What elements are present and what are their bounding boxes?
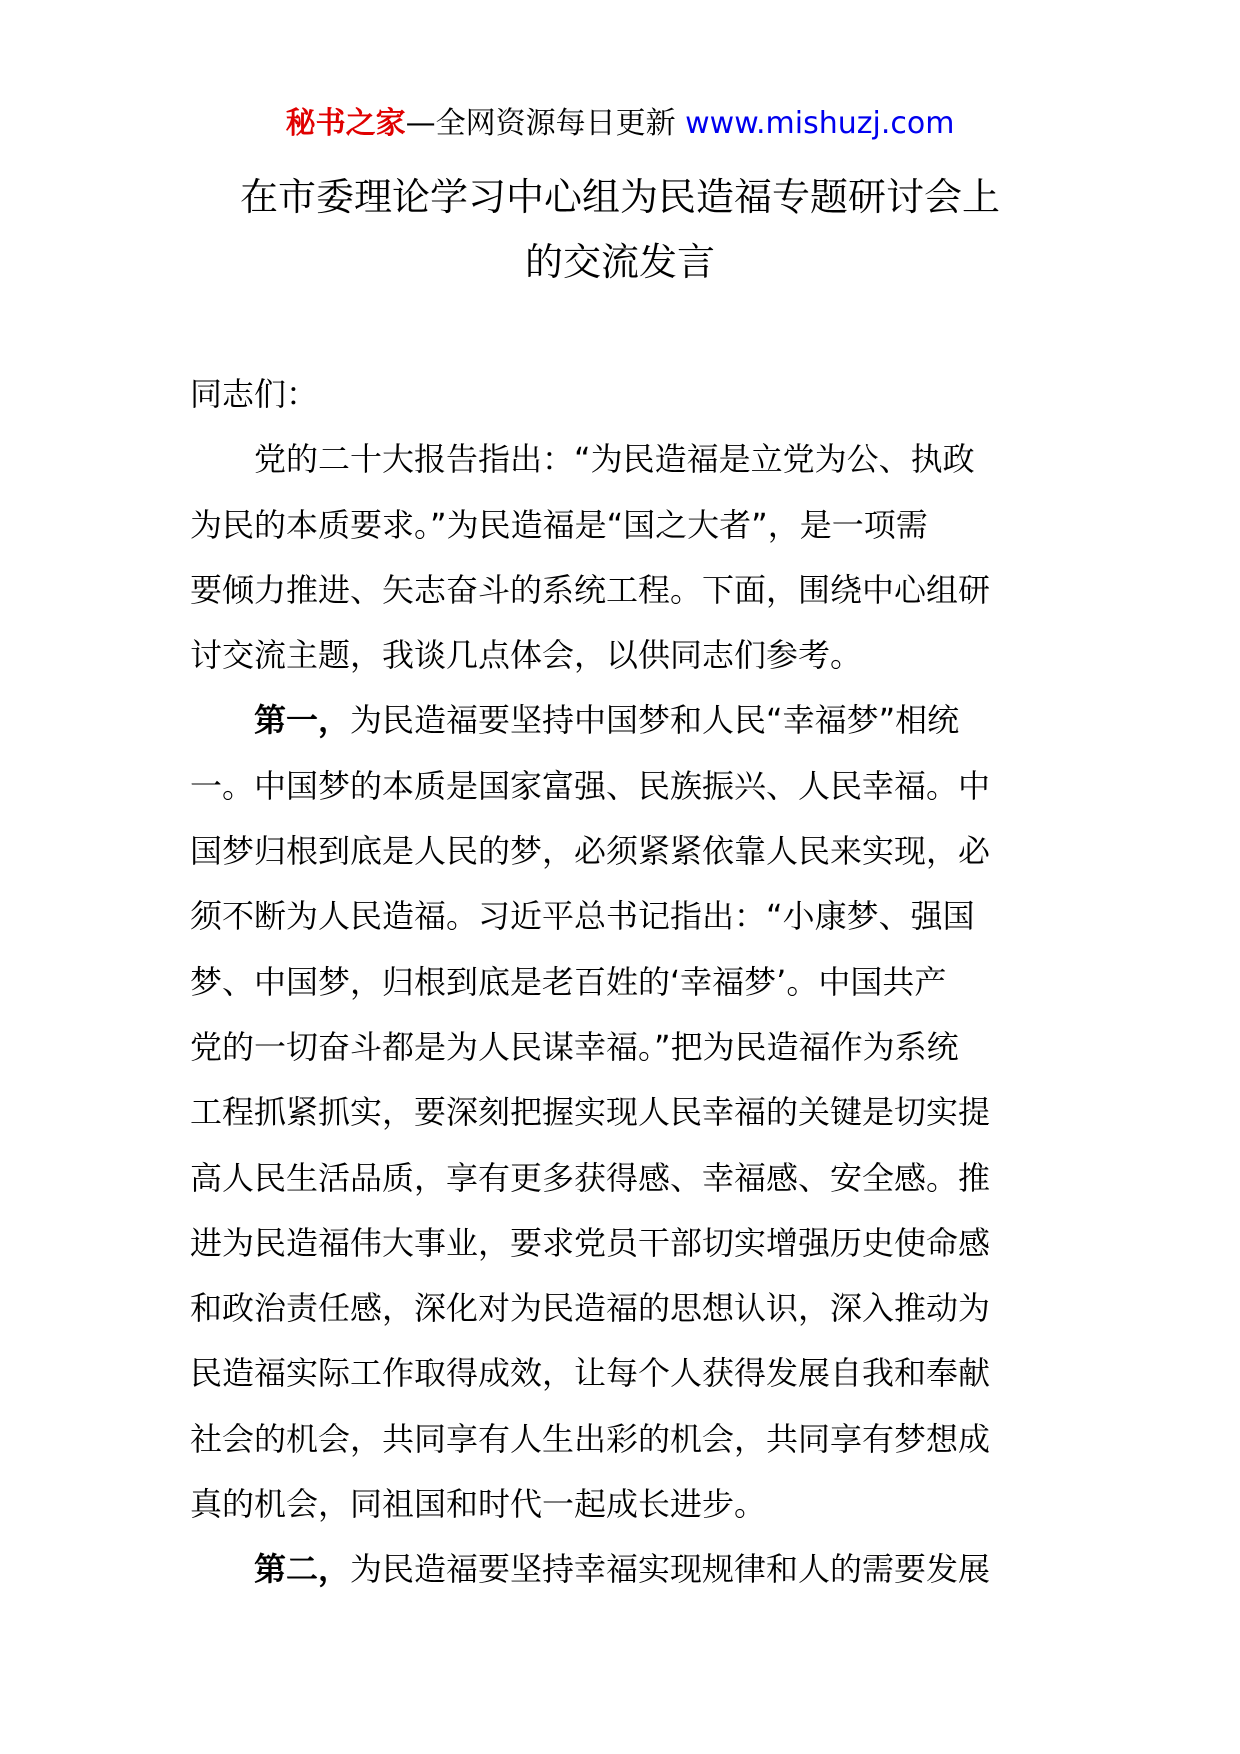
paragraph-line: 真的机会，同祖国和时代一起成长进步。 (190, 1485, 767, 1524)
document-body (190, 362, 1060, 1603)
paragraph-line: 讨交流主题，我谈几点体会，以供同志们参考。 (190, 636, 863, 675)
paragraph-line: 民造福实际工作取得成效，让每个人获得发展自我和奉献 (190, 1354, 991, 1393)
paragraph-line: 进为民造福伟大事业，要求党员干部切实增强历史使命感 (190, 1223, 991, 1262)
paragraph-line: 国梦归根到底是人民的梦，必须紧紧依靠人民来实现，必 (190, 832, 991, 871)
paragraph-first-line (190, 688, 1060, 753)
banner-site-link[interactable]: www.mishuzj.com (685, 106, 955, 141)
site-banner (0, 104, 1240, 144)
section-lead: 第一， (254, 701, 351, 740)
section-lead: 第二， (254, 1550, 351, 1589)
paragraph-line: 要倾力推进、矢志奋斗的系统工程。下面，围绕中心组研 (190, 570, 991, 609)
paragraph-line: 须不断为人民造福。习近平总书记指出：“小康梦、强国 (190, 897, 975, 936)
salutation: 同志们： (190, 375, 319, 413)
paragraph-line: 高人民生活品质，享有更多获得感、幸福感、安全感。推 (190, 1158, 991, 1197)
banner-tagline: —全网资源每日更新 (405, 106, 686, 141)
paragraph-line-text: 为民造福要坚持中国梦和人民“幸福梦”相统 (350, 701, 960, 740)
paragraph-line: 一。中国梦的本质是国家富强、民族振兴、人民幸福。中 (190, 766, 991, 805)
paragraph-line-text: 为民造福要坚持幸福实现规律和人的需要发展 (350, 1550, 991, 1589)
paragraph-line: 党的二十大报告指出：“为民造福是立党为公、执政 (254, 440, 975, 479)
title-line-1: 在市委理论学习中心组为民造福专题研讨会上 (239, 175, 1000, 219)
document-title (180, 165, 1060, 295)
paragraph-line: 党的一切奋斗都是为人民谋幸福。”把为民造福作为系统 (190, 1027, 959, 1066)
title-line-2: 的交流发言 (524, 240, 715, 284)
paragraph-line: 工程抓紧抓实，要深刻把握实现人民幸福的关键是切实提 (190, 1093, 991, 1132)
paragraph-first-line (190, 1537, 1060, 1602)
paragraph-line: 和政治责任感，深化对为民造福的思想认识，深入推动为 (190, 1289, 991, 1328)
paragraph-line: 为民的本质要求。”为民造福是“国之大者”，是一项需 (190, 505, 928, 544)
paragraph-line: 梦、中国梦，归根到底是老百姓的‘幸福梦’。中国共产 (190, 962, 947, 1001)
paragraph-line: 社会的机会，共同享有人生出彩的机会，共同享有梦想成 (190, 1419, 991, 1458)
banner-brand: 秘书之家 (285, 106, 406, 141)
